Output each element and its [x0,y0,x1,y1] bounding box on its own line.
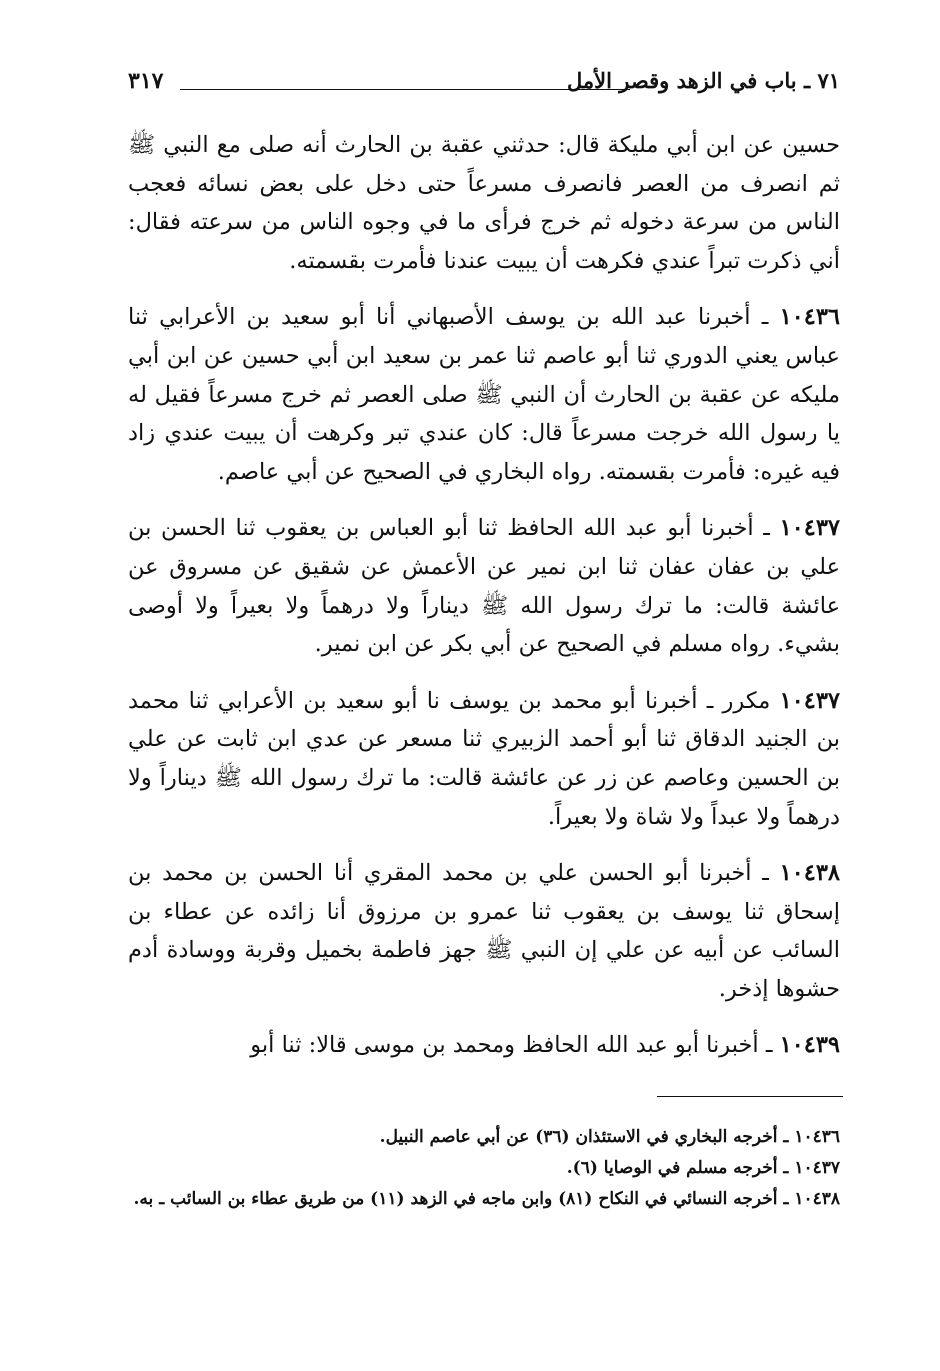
header-rule [180,89,630,90]
chapter-title: ٧١ ـ باب في الزهد وقصر الأمل [567,68,840,93]
hadith-number: ١٠٤٣٩ [779,1032,840,1059]
footnote-separator [657,1096,843,1097]
page-number: ٣١٧ [128,68,164,94]
hadith-number: ١٠٤٣٦ [779,304,840,331]
hadith-paragraph-continuation [128,126,840,280]
paragraph-text: ـ أخبرنا أبو الحسن علي بن محمد المقري أنا الحسن بن محمد بن إسحاق ثنا يوسف بن يعقوب ثنا عمرو بن مرزوق أنا زائده عن عطاء بن السائب عن أبيه عن علي إن النبي ﷺ جهز فاطمة بخميل وقربة ووسادة أدم حشوها إذخر. [128,860,840,1002]
paragraph-text: حسين عن ابن أبي مليكة قال: حدثني عقبة بن الحارث أنه صلى مع النبي ﷺ ثم انصرف من العصر فانصرف مسرعاً حتى دخل على بعض نسائه فعجب الناس من سرعة دخوله ثم خرج فرأى ما في وجوه الناس من سرعته فقال: أني ذكرت تبراً عندي فكرهت أن يبيت عندنا فأمرت بقسمته. [128,132,840,274]
hadith-paragraph-10439 [128,1026,840,1065]
paragraph-text: مكرر ـ أخبرنا أبو محمد بن يوسف نا أبو سعيد بن الأعرابي ثنا محمد بن الجنيد الدقاق ثنا أبو أحمد الزبيري ثنا مسعر عن عدي ابن ثابت عن علي بن الحسين وعاصم عن زر عن عائشة قالت: ما ترك رسول الله ﷺ ديناراً ولا درهماً ولا عبداً ولا شاة ولا بعيراً. [128,687,840,830]
footnote: ١٠٤٣٨ ـ أخرجه النسائي في النكاح (٨١) وابن ماجه في الزهد (١١) من طريق عطاء بن السائب ـ به. [133,1189,840,1209]
hadith-paragraph-10437 [128,509,840,663]
footnote: ١٠٤٣٧ ـ أخرجه مسلم في الوصايا (٦). [566,1158,840,1178]
running-header [128,66,840,106]
hadith-number: ١٠٤٣٨ [779,860,840,887]
hadith-number: ١٠٤٣٧ [779,515,840,542]
paragraph-text: ـ أخبرنا أبو عبد الله الحافظ ومحمد بن موسى قالا: ثنا أبو [250,1032,780,1059]
footnotes [128,1122,840,1215]
hadith-paragraph-10437-repeat [128,682,840,836]
hadith-paragraph-10438 [128,854,840,1008]
footnote: ١٠٤٣٦ ـ أخرجه البخاري في الاستئذان (٣٦) عن أبي عاصم النبيل. [379,1127,840,1147]
hadith-number: ١٠٤٣٧ [779,687,840,714]
main-text [128,126,840,1083]
paragraph-text: ـ أخبرنا عبد الله بن يوسف الأصبهاني أنا أبو سعيد بن الأعرابي ثنا عباس يعني الدوري ثنا أبو عاصم ثنا عمر بن سعيد ابن أبي حسين عن ابن أبي مليكه عن عقبة بن الحارث أن النبي ﷺ صلى العصر ثم خرج مسرعاً فقيل له يا رسول الله خرجت مسرعاً قال: كان عندي تبر وكرهت أن يبيت عندي زاد فيه غيره: فأمرت بقسمته. رواه البخاري في الصحيح عن أبي عاصم. [128,304,840,485]
hadith-paragraph-10436 [128,298,840,491]
paragraph-text: ـ أخبرنا أبو عبد الله الحافظ ثنا أبو العباس بن يعقوب ثنا الحسن بن علي بن عفان عفان ثنا ابن نمير عن الأعمش عن شقيق عن مسروق عن عائشة قالت: ما ترك رسول الله ﷺ ديناراً ولا درهماً ولا بعيراً ولا أوصى بشيء. رواه مسلم في الصحيح عن أبي بكر عن ابن نمير. [128,515,840,658]
